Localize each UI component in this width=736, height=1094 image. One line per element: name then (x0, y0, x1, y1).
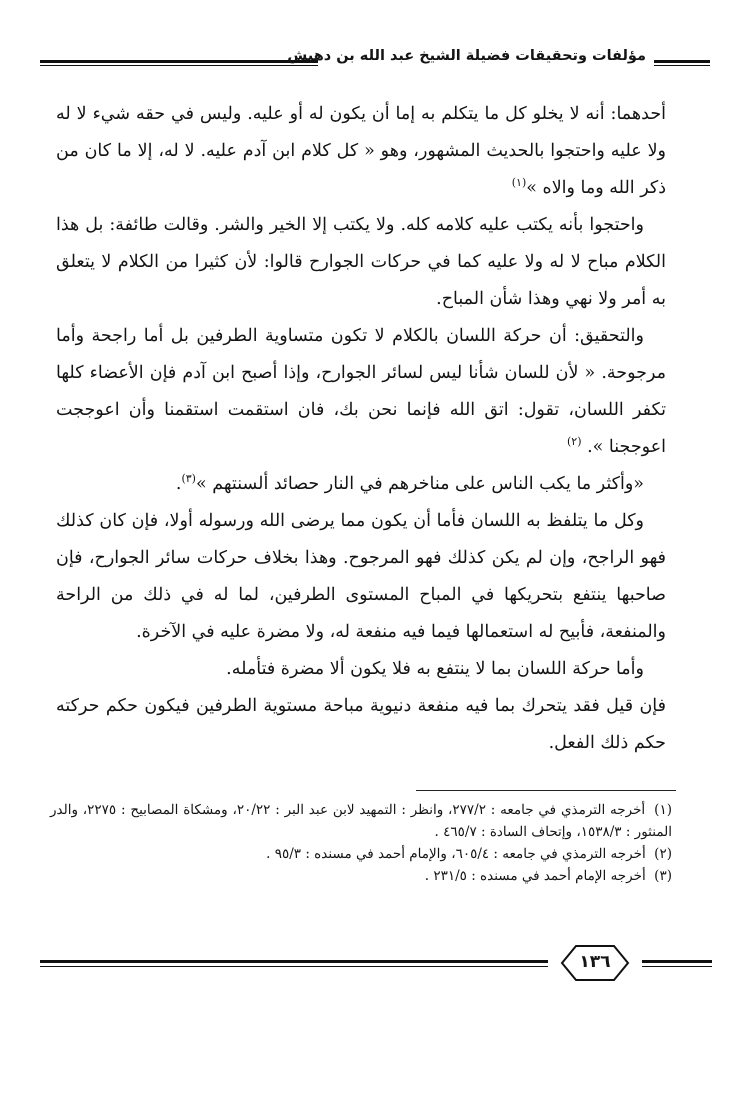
footer-rule (642, 960, 712, 963)
footnote-text: أخرجه الترمذي في جامعه : ٦٠٥/٤، والإمام أحمد في مسنده : ٩٥/٣ . (266, 846, 646, 862)
page-number-frame (552, 944, 638, 982)
header-title: مؤلفات وتحقيقات فضيلة الشيخ عبد الله بن دهيش (287, 48, 646, 64)
footnote (50, 799, 672, 843)
footnote-text: أخرجه الإمام أحمد في مسنده : ٢٣١/٥ . (424, 868, 646, 884)
paragraph-text: وأما حركة اللسان بما لا ينتفع به فلا يكون ألا مضرة فتأمله. (226, 659, 644, 679)
paragraph (56, 688, 666, 762)
footer-rule (642, 966, 712, 967)
paragraph (56, 503, 666, 651)
header-rule (40, 65, 318, 66)
paragraph-text: فإن قيل فقد يتحرك بما فيه منفعة دنيوية مباحة مستوية الطرفين فيكون حكم حركته حكم ذلك الفعل. (56, 696, 666, 753)
footnote-ref: (١) (511, 176, 527, 190)
paragraph (56, 207, 666, 318)
footnote-number: (١) (654, 802, 672, 818)
running-header (40, 44, 710, 74)
header-rule (654, 60, 710, 63)
paragraph-text: «وأكثر ما يكب الناس على مناخرهم في النار حصائد ألسنتهم » (195, 474, 644, 494)
paragraph (56, 651, 666, 688)
page-number: ١٣٦ (579, 952, 611, 972)
footnote (50, 865, 672, 887)
paragraph (56, 466, 666, 503)
page-footer (40, 942, 712, 998)
footnote (50, 843, 672, 865)
paragraph-text: أحدهما: أنه لا يخلو كل ما يتكلم به إما أن يكون له أو عليه. وليس في حقه شيء لا له ولا عليه واحتجوا بالحديث المشهور، وهو « كل كلام ابن آدم عليه. لا له، إلا ما كان من ذكر الله وما والاه » (56, 104, 666, 198)
footnote-text: أخرجه الترمذي في جامعه : ٢٧٧/٢، وانظر : التمهيد لابن عبد البر : ٢٠/٢٢، ومشكاة المصابيح : ٢٢٧٥، والدر المنثور : ١٥٣٨/٣، وإتحاف السادة : ٤٦٥/٧ . (50, 802, 672, 840)
paragraph-text: واحتجوا بأنه يكتب عليه كلامه كله. ولا يكتب إلا الخير والشر. وقالت طائفة: بل هذا الكلام مباح لا له ولا عليه كما في حركات الجوارح قالوا: لأن كثيرا من الكلام لا يتعلق به أمر ولا نهي وهذا شأن المباح. (56, 215, 666, 309)
paragraph-text: وكل ما يتلفظ به اللسان فأما أن يكون مما يرضى الله ورسوله أولا، فإن كان كذلك فهو الراجح، وإن لم يكن كذلك فهو المرجوح. وهذا بخلاف حركات سائر الجوارح، فإن صاحبها ينتفع بتحريكها في المباح المستوى الطرفين، لما له في ذلك من الراحة والمنفعة، فأبيح له استعمالها فيما فيه منفعة له، ولا مضرة عليه في الآخرة. (56, 511, 666, 642)
paragraph (56, 318, 666, 466)
footer-rule (40, 960, 548, 963)
header-rule (654, 65, 710, 66)
footnote-ref: (٣) (181, 472, 196, 486)
footnote-ref: (٢) (567, 435, 582, 449)
footer-rule (40, 966, 548, 967)
footnote-number: (٣) (654, 868, 672, 884)
paragraph (56, 96, 666, 207)
paragraph-text: والتحقيق: أن حركة اللسان بالكلام لا تكون متساوية الطرفين بل أما راجحة وأما مرجوحة. « لأن للسان شأنا ليس لسائر الجوارح، وإذا أصبح ابن آدم فإن الأعضاء كلها تكفر اللسان، تقول: اتق الله فإنما نحن بك، فان استقمت استقمنا وأن اعوججت اعوججنا ». (56, 326, 666, 457)
footnote-number: (٢) (654, 846, 672, 862)
footnote-separator (416, 790, 676, 791)
paragraph-tail: . (175, 474, 182, 494)
main-text (56, 96, 666, 762)
header-rule (40, 60, 318, 63)
footnotes (50, 799, 672, 887)
